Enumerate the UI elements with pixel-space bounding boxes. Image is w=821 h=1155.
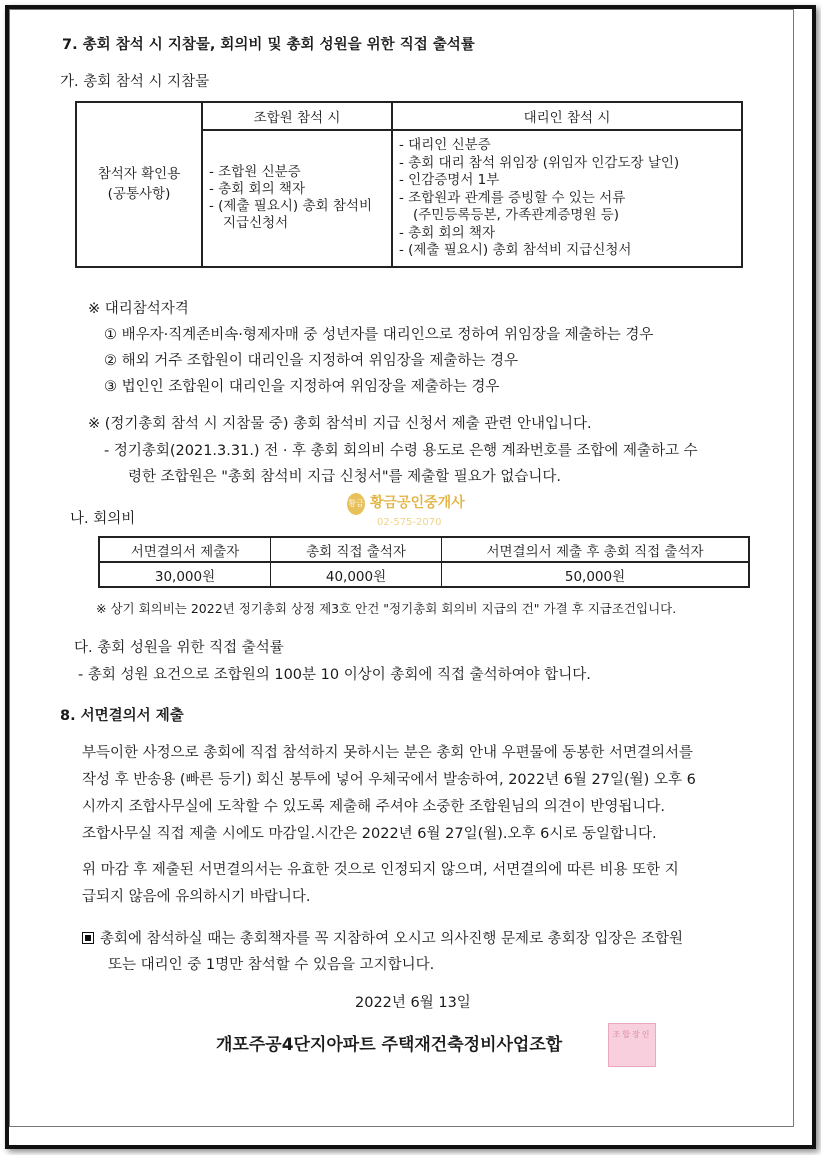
fee-value-direct: 40,000원 xyxy=(271,562,442,587)
notice-line-1: - 정기총회(2021.3.31.) 전 · 후 총회 회의비 수령 용도로 은행 계좌번호를 조합에 제출하고 수 xyxy=(104,443,698,459)
header-member: 조합원 참석 시 xyxy=(202,102,392,130)
section-da-title: 다. 총회 성원을 위한 직접 출석률 xyxy=(74,640,284,656)
fee-header-direct: 총회 직접 출석자 xyxy=(271,537,442,562)
final-notice-line-1: 총회에 참석하실 때는 총회책자를 꼭 지참하여 오시고 의사진행 문제로 총회장 입장은 조합원 xyxy=(82,930,683,948)
notice-title: ※ (정기총회 참석 시 지참물 중) 총회 참석비 지급 신청서 제출 관련 안내입니다. xyxy=(88,416,592,432)
fee-table xyxy=(98,536,750,588)
document-date: 2022년 6월 13일 xyxy=(355,995,471,1011)
watermark-phone: 02-575-2070 xyxy=(377,517,442,528)
para1-line-1: 부득이한 사정으로 총회에 직접 참석하지 못하시는 분은 총회 안내 우편물에 동봉한 서면결의서를 xyxy=(82,745,693,761)
section-ga-title: 가. 총회 참석 시 지참물 xyxy=(60,74,210,90)
proxy-qual-item-3: ③ 법인인 조합원이 대리인을 지정하여 위임장을 제출하는 경우 xyxy=(104,379,500,395)
section-da-text: - 총회 성원 요건으로 조합원의 100분 10 이상이 총회에 직접 출석하여야 합니다. xyxy=(78,667,591,683)
notice-line-2: 령한 조합원은 "총회 참석비 지급 신청서"를 제출할 필요가 없습니다. xyxy=(128,469,562,485)
fee-header-both: 서면결의서 제출 후 총회 직접 출석자 xyxy=(442,537,750,562)
proxy-qual-title: ※ 대리참석자격 xyxy=(88,301,189,317)
fee-note: ※ 상기 회의비는 2022년 정기총회 상정 제3호 안건 "정기총회 회의비 지급의 건" 가결 후 지급조건입니다. xyxy=(96,601,677,616)
para1-line-4: 조합사무실 직접 제출 시에도 마감일.시간은 2022년 6월 27일(월).오후 6시로 동일합니다. xyxy=(82,826,657,842)
official-seal-icon: 조합장인 xyxy=(608,1023,656,1067)
para1-line-3: 시까지 조합사무실에 도착할 수 있도록 제출해 주셔야 소중한 조합원님의 의견이 반영됩니다. xyxy=(82,799,665,815)
section7-title: 7. 총회 참석 시 지참물, 회의비 및 총회 성원을 위한 직접 출석률 xyxy=(62,37,475,53)
para1-line-2: 작성 후 반송용 (빠른 등기) 회신 봉투에 넣어 우체국에서 발송하여, 2022년 6월 27일(월) 오후 6 xyxy=(82,772,696,788)
member-items: - 조합원 신분증 - 총회 회의 책자 - (제출 필요시) 총회 참석비 지급신청서 xyxy=(202,130,392,267)
watermark-badge-icon: 황금 xyxy=(347,493,365,515)
row-label: 참석자 확인용 (공통사항) xyxy=(76,102,202,267)
fee-header-written: 서면결의서 제출자 xyxy=(99,537,271,562)
fee-value-both: 50,000원 xyxy=(442,562,750,587)
proxy-qual-item-2: ② 해외 거주 조합원이 대리인을 지정하여 위임장을 제출하는 경우 xyxy=(104,353,519,369)
square-bullet-icon xyxy=(82,932,94,944)
para2-line-2: 급되지 않음에 유의하시기 바랍니다. xyxy=(82,889,311,905)
final-notice-line-2: 또는 대리인 중 1명만 참석할 수 있음을 고지합니다. xyxy=(108,957,435,973)
organization-name: 개포주공4단지아파트 주택재건축정비사업조합 xyxy=(216,1035,563,1055)
section8-title: 8. 서면결의서 제출 xyxy=(60,708,184,724)
proxy-items: - 대리인 신분증 - 총회 대리 참석 위임장 (위임자 인감도장 날인) - 인감증명서 1부 - 조합원과 관계를 증빙할 수 있는 서류 (주민등록등본, 가족관계증명원 등) - 총회 회의 책자 - (제출 필요시) 총회 참석비 지급신청서 xyxy=(392,130,742,267)
para2-line-1: 위 마감 후 제출된 서면결의서는 유효한 것으로 인정되지 않으며, 서면결의에 따른 비용 또한 지 xyxy=(82,862,679,878)
fee-value-written: 30,000원 xyxy=(99,562,271,587)
section-na-title: 나. 회의비 xyxy=(70,511,136,527)
watermark-name: 황금공인중개사 xyxy=(370,495,465,511)
proxy-qual-item-1: ① 배우자·직계존비속·형제자매 중 성년자를 대리인으로 정하여 위임장을 제출하는 경우 xyxy=(104,327,654,343)
header-proxy: 대리인 참석 시 xyxy=(392,102,742,130)
items-table xyxy=(75,101,743,268)
